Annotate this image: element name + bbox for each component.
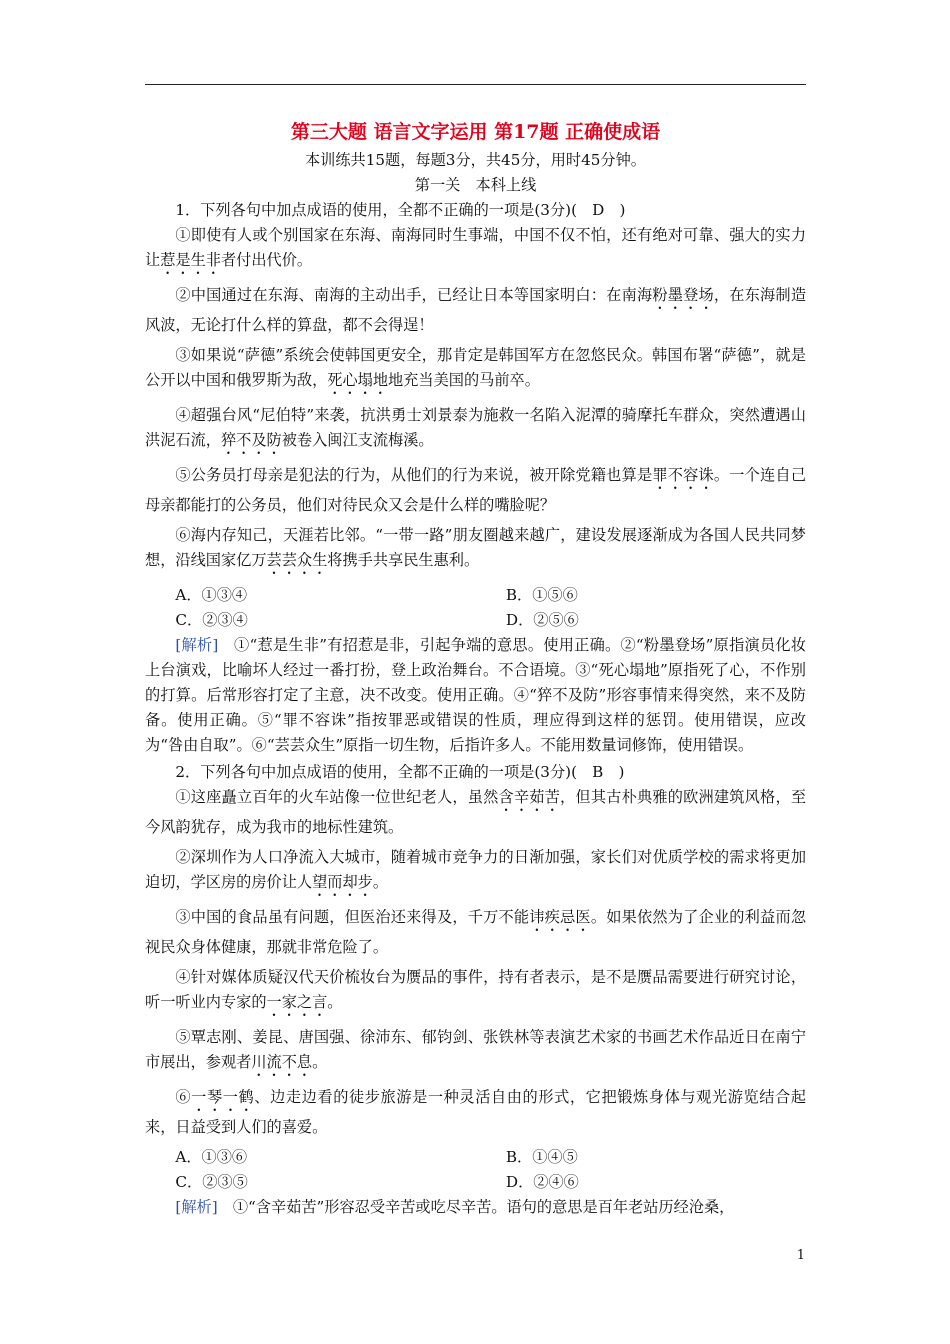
option-b: B．①⑤⑥: [505, 586, 578, 604]
q2-sentence-3: ③中国的食品虽有问题，但医治还来得及，千万不能讳疾忌医。如果依然为了企业的利益而忽视民众身体健康，那就非常危险了。: [145, 908, 807, 956]
intro-line: 本训练共15题，每题3分，共45分，用时45分钟。: [304, 151, 646, 169]
document-body: [145, 118, 806, 1222]
q1-sentence-1: ①即使有人或个别国家在东海、南海同时生事端，中国不仅不怕，还有绝对可靠、强大的实力让惹是生非者付出代价。: [145, 226, 806, 269]
option-c: C．②③④: [175, 611, 248, 629]
option-c: C．②③⑤: [175, 1173, 248, 1191]
q1-analysis: [解析] ①“惹是生非”有招惹是非，引起争端的意思。使用正确。②“粉墨登场”原指演员化妆上台演戏，比喻坏人经过一番打扮，登上政治舞台。不合语境。③“死心塌地”原指死了心，不作别的打算。后常形容打定了主意，决不改变。使用正确。④“猝不及防”形容事情来得突然，来不及防备。使用正确。⑤“罪不容诛”指按罪恶或错误的性质，理应得到这样的惩罚。使用错误，应改为“咎由自取”。⑥“芸芸众生”原指一切生物，后指许多人。不能用数量词修饰，使用错误。: [145, 636, 807, 754]
dotted-idiom: 死心塌地: [327, 371, 388, 389]
q2-options-row-1: [145, 1145, 806, 1170]
q1-sentence-6: ⑥海内存知己，天涯若比邻。“一带一路”朋友圈越来越广，建设发展逐渐成为各国人民共同梦想，沿线国家亿万芸芸众生将携手共享民生惠利。: [145, 526, 806, 569]
page-title: 第三大题 语言文字运用 第17题 正确使成语: [290, 121, 661, 143]
q1-options-row-2: [145, 608, 806, 633]
dotted-idiom: 一琴一鹤: [191, 1088, 255, 1106]
option-d: D．②⑤⑥: [505, 611, 579, 629]
option-d: D．②④⑥: [505, 1173, 579, 1191]
analysis-tag: [解析]: [175, 1198, 218, 1216]
q1-sentence-4: ④超强台风“尼伯特”来袭，抗洪勇士刘景泰为施救一名陷入泥潭的骑摩托车群众，突然遭遇山洪泥石流，猝不及防被卷入闽江支流梅溪。: [145, 406, 806, 449]
q1-sentence-5: ⑤公务员打母亲是犯法的行为，从他们的行为来说，被开除党籍也算是罪不容诛。一个连自己母亲都能打的公务员，他们对待民众又会是什么样的嘴脸呢？: [145, 466, 807, 514]
dotted-idiom: 望而却步: [312, 873, 373, 891]
header-rule: [145, 84, 806, 85]
dotted-idiom: 罪不容诛: [652, 466, 714, 484]
q2-sentence-4: ④针对媒体质疑汉代天价梳妆台为赝品的事件，持有者表示，是不是赝品需要进行研究讨论，听一听业内专家的一家之言。: [145, 968, 806, 1011]
dotted-idiom: 粉墨登场: [652, 286, 714, 304]
option-a: A．①③④: [175, 586, 248, 604]
section-heading: 第一关 本科上线: [414, 176, 537, 194]
q2-sentence-2: ②深圳作为人口净流入大城市，随着城市竞争力的日渐加强，家长们对优质学校的需求将更加迫切，学区房的房价让人望而却步。: [145, 848, 806, 891]
question-1-stem: 1．下列各句中加点成语的使用，全都不正确的一项是(3分)( D ): [175, 201, 626, 219]
option-a: A．①③⑥: [175, 1148, 248, 1166]
option-b: B．①④⑤: [505, 1148, 578, 1166]
dotted-idiom: 猝不及防: [220, 431, 282, 449]
q1-options-row-1: [145, 583, 806, 608]
dotted-idiom: 讳疾忌医: [529, 908, 591, 926]
q2-sentence-1: ①这座矗立百年的火车站像一位世纪老人，虽然含辛茹苦，但其古朴典雅的欧洲建筑风格，至今风韵犹存，成为我市的地标性建筑。: [145, 788, 807, 836]
question-2-stem: 2．下列各句中加点成语的使用，全都不正确的一项是(3分)( B ): [175, 763, 625, 781]
q2-sentence-5: ⑤覃志刚、姜昆、唐国强、徐沛东、郁钧剑、张铁林等表演艺术家的书画艺术作品近日在南宁市展出，参观者川流不息。: [145, 1028, 806, 1071]
q2-options-row-2: [145, 1170, 806, 1195]
page-number: 1: [796, 1248, 805, 1263]
dotted-idiom: 一家之言: [266, 993, 328, 1011]
dotted-idiom: 芸芸众生: [266, 551, 328, 569]
dotted-idiom: 含辛茹苦: [498, 788, 561, 806]
dotted-idiom: 惹是生非: [160, 251, 221, 269]
dotted-idiom: 川流不息: [251, 1053, 313, 1071]
analysis-tag: [解析]: [175, 636, 219, 654]
q1-sentence-3: ③如果说“萨德”系统会使韩国更安全，那肯定是韩国军方在忽悠民众。韩国布署“萨德”，就是公开以中国和俄罗斯为敌，死心塌地地充当美国的马前卒。: [145, 346, 806, 389]
q1-sentence-2: ②中国通过在东海、南海的主动出手，已经让日本等国家明白：在南海粉墨登场，在东海制造风波，无论打什么样的算盘，都不会得逞！: [145, 286, 807, 334]
q2-sentence-6: ⑥一琴一鹤、边走边看的徒步旅游是一种灵活自由的形式，它把锻炼身体与观光游览结合起来，日益受到人们的喜爱。: [145, 1088, 807, 1136]
q2-analysis: [解析] ①“含辛茹苦”形容忍受辛苦或吃尽辛苦。语句的意思是百年老站历经沧桑，: [175, 1198, 735, 1216]
